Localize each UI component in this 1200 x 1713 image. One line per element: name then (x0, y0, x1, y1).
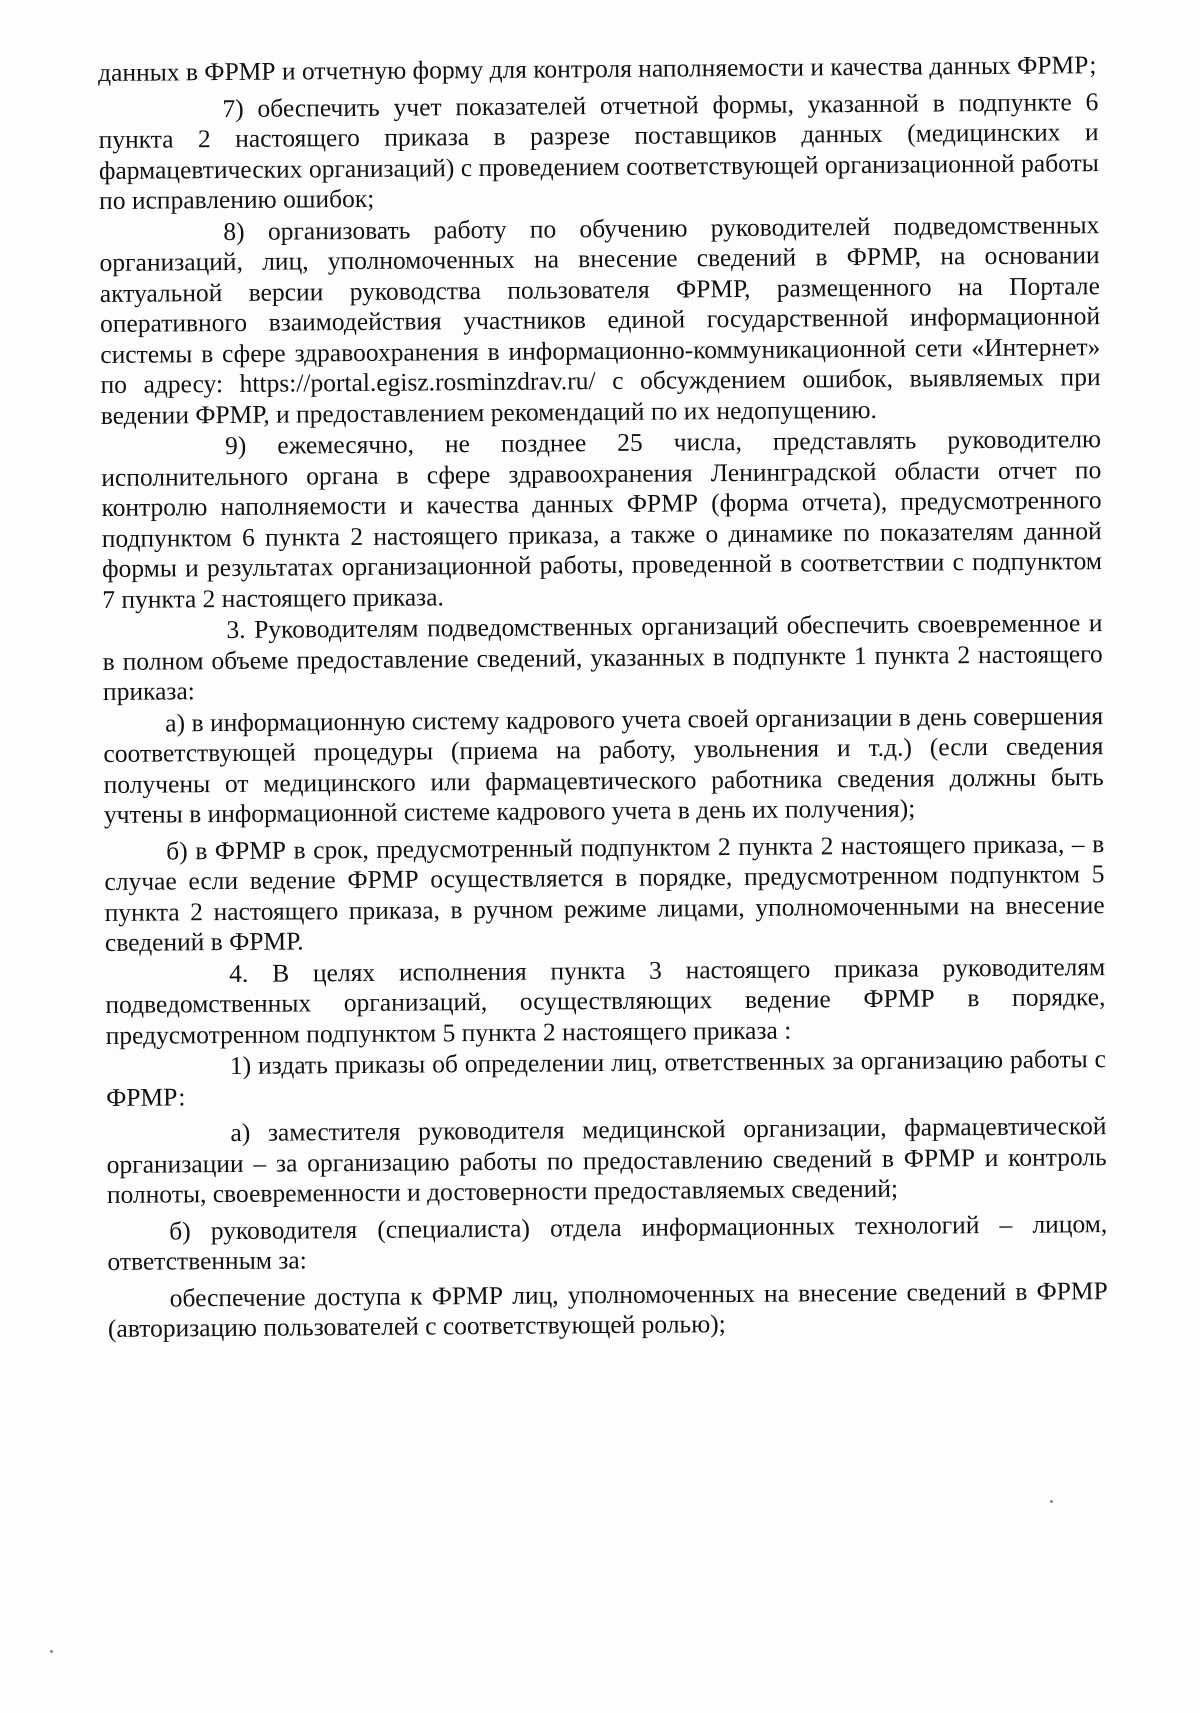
item-number: 9) (224, 430, 247, 461)
item-number: 1) (229, 1050, 252, 1080)
paragraph-text: заместителя руководителя медицинской организации, фармацевтической организации – за организацию работы по предоставлению сведений в ФРМР и контроль полноты, своевременности и достоверности предоставляемых сведений; (106, 1111, 1107, 1209)
paragraph-sub-a (103, 701, 1104, 831)
paragraph-item-9 (101, 424, 1102, 615)
item-number: 8) (223, 216, 245, 246)
paragraph-item-7 (98, 87, 1099, 217)
paragraph-access (108, 1276, 1108, 1345)
section-number: 4. (229, 958, 249, 988)
paragraph-text: б) руководителя (специалиста) отдела информационных технологий – лицом, ответственным за: (107, 1208, 1108, 1276)
paragraph-text: издать приказы об определении лиц, ответственных за организацию работы с ФРМР: (106, 1044, 1107, 1112)
document-body (98, 50, 1108, 1345)
paragraph-text: обеспечить учет показателей отчетной формы, указанной в подпункте 6 пункта 2 настоящего приказа в разрезе поставщиков данных (медицинских и фармацевтических организаций) с проведением соответствующей организационной работы по исправлению ошибок; (98, 86, 1099, 215)
paragraph-text: обеспечение доступа к ФРМР лиц, уполномоченных на внесение сведений в ФРМР (авторизацию пользователей с соответствующей ролью); (107, 1275, 1108, 1343)
paragraph-text: В целях исполнения пункта 3 настоящего приказа руководителям подведомственных организаций, осуществляющих ведение ФРМР в порядке, предусмотренном подпунктом 5 пункта 2 настоящего приказа : (105, 951, 1106, 1050)
paragraph-section-4 (105, 952, 1106, 1051)
paragraph-item-a (106, 1111, 1107, 1210)
item-number: а) (230, 1117, 251, 1147)
paragraph-text: б) в ФРМР в срок, предусмотренный подпунктом 2 пункта 2 настоящего приказа, – в случае если ведение ФРМР осуществляется в порядке, предусмотренном подпунктом 5 пункта 2 настоящего приказа, в ручном режиме лицами, уполномоченными на внесение сведений в ФРМР. (104, 828, 1105, 957)
paragraph-text: ежемесячно, не позднее 25 числа, представлять руководителю исполнительного органа в сфере здравоохранения Ленинградской области отчет по контролю наполняемости и качества данных ФРМР (форма отчета), предусмотренного подпунктом 6 пункта 2 настоящего приказа, а также о динамике по показателям данной формы и результатах организационной работы, проведенной в соответствии с подпунктом 7 пункта 2 настоящего приказа. (101, 424, 1103, 614)
paragraph-sub-b (104, 829, 1105, 959)
item-number: 7) (222, 93, 244, 123)
paragraph-text: а) в информационную систему кадрового учета своей организации в день совершения соответствующей процедуры (приема на работу, увольнения и т.д.) (если сведения получены от медицинского или фармацевтического работника сведения должны быть учтены в информационной системе кадрового учета в день их получения); (103, 700, 1104, 829)
paragraph-section-3 (102, 608, 1103, 707)
paragraph-text: организовать работу по обучению руководителей подведомственных организаций, лиц, уполномоченных на внесение сведений в ФРМР, на основании актуальной версии руководства пользователя ФРМР, размещенного на Портале оперативного взаимодействия участников единой государственной информационной системы в сфере здравоохранения в информационно-коммуникационной сети «Интернет» по адресу: https://portal.egisz.rosminzdrav.ru/ с обсуждением ошибок, выявляемых при ведении ФРМР, и предоставлением рекомендаций по их недопущению. (99, 209, 1101, 430)
scan-speck (50, 1650, 53, 1653)
paragraph-item-8 (99, 210, 1101, 431)
paragraph-item-1 (106, 1044, 1106, 1113)
scan-speck (1050, 1500, 1053, 1503)
paragraph-text: данных в ФРМР и отчетную форму для контроля наполняемости и качества данных ФРМР; (98, 50, 1097, 87)
paragraph-item-b (107, 1209, 1107, 1278)
paragraph-continuation (98, 50, 1098, 88)
paragraph-text: Руководителям подведомственных организаций обеспечить своевременное и в полном объеме предоставление сведений, указанных в подпункте 1 пункта 2 настоящего приказа: (102, 608, 1103, 706)
section-number: 3. (226, 614, 246, 645)
